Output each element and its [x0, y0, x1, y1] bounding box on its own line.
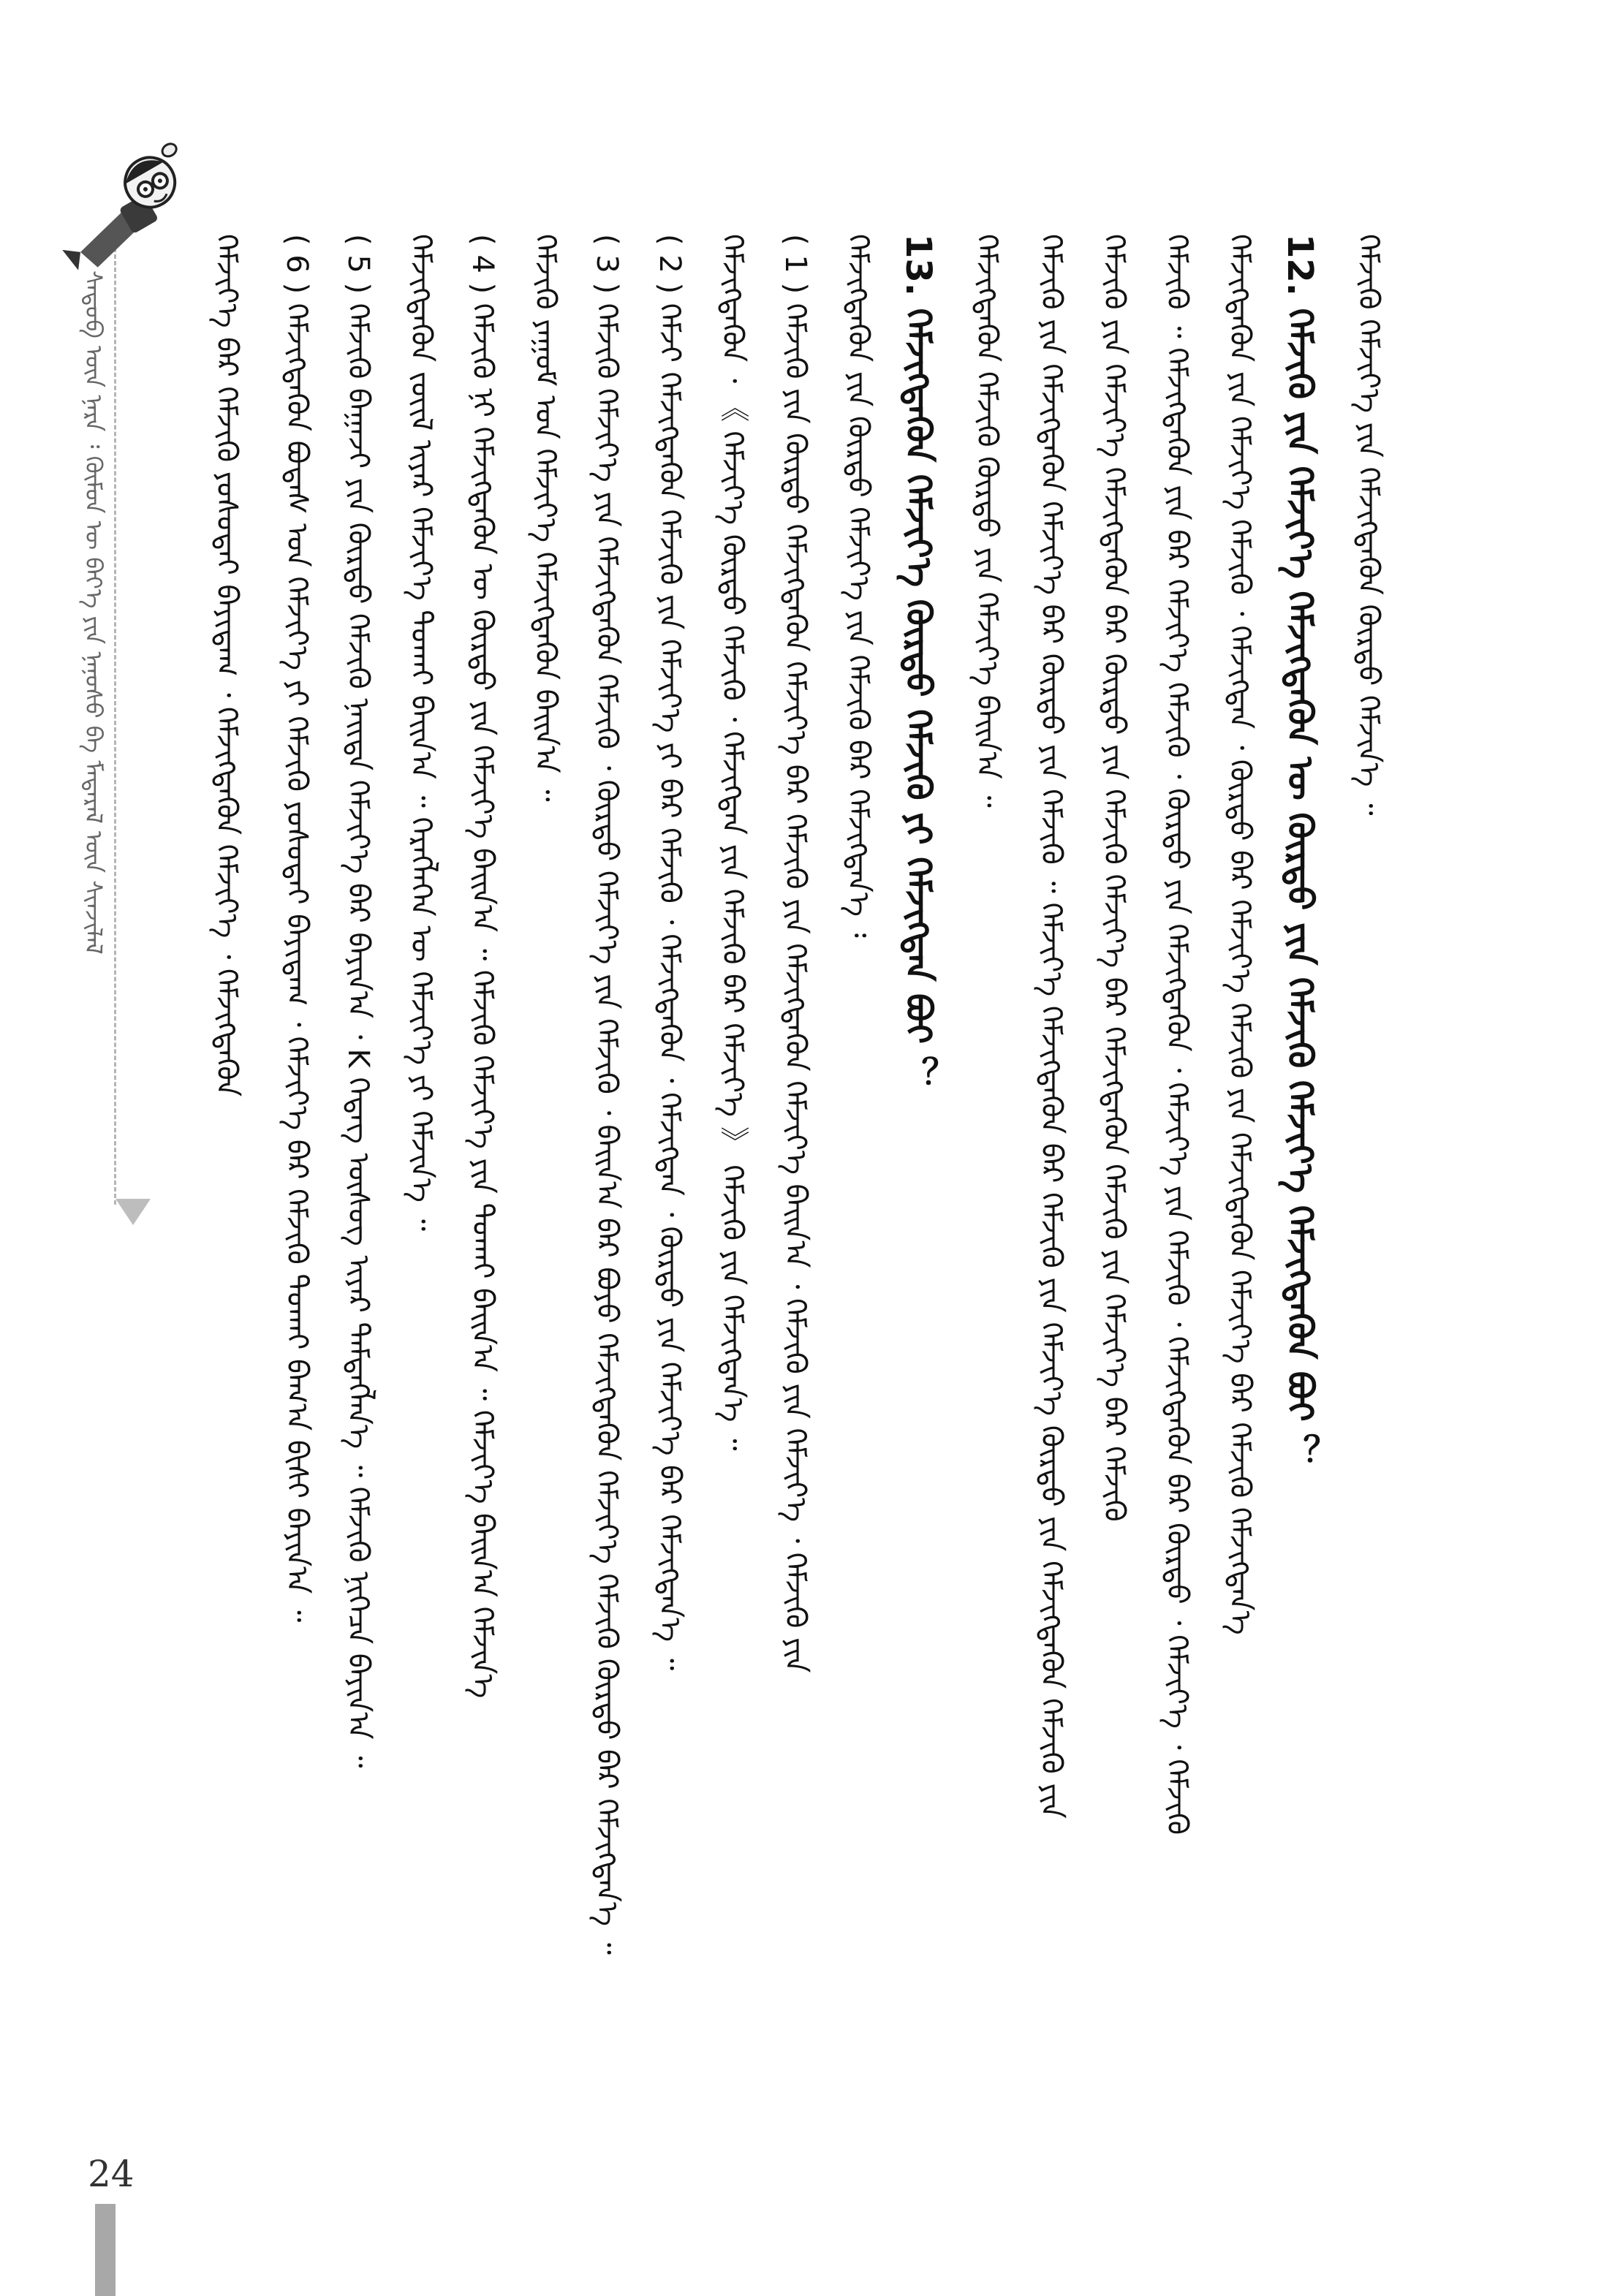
question-12-heading: 12. ᠬᠡᠮᠵᠢᠬᠦ ᠶᠢᠨ ᠬᠡᠮᠵᠢᠶ᠎ᠡ ᠬᠡᠮᠵᠢᠭᠳᠡᠬᠦᠨ ᠦ ᠬᠦᠷᠳᠦ ᠶᠢᠨ ᠬᠡᠮᠵᠢᠬᠦ ᠬᠡᠮᠵᠢᠶ᠎ᠡ ᠬᠡᠮᠵᠢᠭᠳᠡᠬᠦᠨ ᠪᠤᠢ ？ — [1279, 234, 1320, 1469]
header-dashed-rule — [114, 241, 116, 1205]
list-item-1: ( 1 ) ᠬᠡᠮᠵᠢᠬᠦ ᠶᠢᠨ ᠬᠦᠷᠳᠦ ᠬᠡᠮᠵᠢᠭᠳᠡᠬᠦᠨ ᠬᠡᠮᠵᠢᠶ᠎ᠡ ᠪᠠᠷ ᠬᠡᠮᠵᠢᠬᠦ ᠶᠢᠨ ᠬᠡᠮᠵᠢᠭᠳᠡᠬᠦᠨ ᠬᠡᠮᠵᠢᠶ᠎ᠡ ᠪᠠᠢᠨ᠎ᠠ ᠂ ᠬᠡᠮᠵᠢᠬᠦ ᠶᠢᠨ ᠬᠡᠮᠵᠢᠶ᠎ᠡ ᠂ ᠬᠡᠮᠵᠢᠬᠦ ᠶᠢᠨ — [779, 234, 812, 1673]
text-column-13: ᠬᠡᠮᠵᠢᠭᠳᠡᠬᠦᠨ ᠬᠡᠮᠵᠢᠬᠦ ᠬᠦᠷᠳᠦ ᠶᠢᠨ ᠬᠡᠮᠵᠢᠶ᠎ᠡ ᠪᠠᠢᠨ᠎ᠠ ᠃ — [970, 234, 1004, 808]
list-item-3: ( 3 ) ᠬᠡᠮᠵᠢᠬᠦ ᠬᠡᠮᠵᠢᠶ᠎ᠡ ᠶᠢᠨ ᠬᠡᠮᠵᠢᠭᠳᠡᠬᠦᠨ ᠬᠡᠮᠵᠢᠬᠦ ᠂ ᠬᠦᠷᠳᠦ ᠬᠡᠮᠵᠢᠶ᠎ᠡ ᠶᠢᠨ ᠬᠡᠮᠵᠢᠬᠦ ᠂ ᠪᠠᠢᠨ᠎ᠠ ᠪᠠᠷ ᠪᠤᠶᠤ ᠬᠡᠮᠵᠢᠭᠳᠡᠬᠦᠨ ᠬᠡᠮᠵᠢᠶ᠎ᠡ ᠬᠡᠮᠵᠢᠬᠦ ᠬᠦᠷᠳᠦ ᠪᠠᠷ ᠬᠡᠮᠵᠢᠭᠳᠡᠨ᠎ᠡ ᠃ — [590, 234, 624, 1955]
list-item-4: ( 4 ) ᠬᠡᠮᠵᠢᠬᠦ ᠨᠢ ᠬᠡᠮᠵᠢᠭᠳᠡᠬᠦᠨ ᠦ ᠬᠦᠷᠳᠦ ᠶᠢᠨ ᠬᠡᠮᠵᠢᠶ᠎ᠡ ᠪᠠᠢᠨ᠎ᠠ ᠃ ᠬᠡᠮᠵᠢᠬᠦ ᠬᠡᠮᠵᠢᠶ᠎ᠡ ᠶᠢᠨ ᠲᠤᠬᠠᠢ ᠪᠠᠢᠨ᠎ᠠ ᠃ ᠬᠡᠮᠵᠢᠶ᠎ᠡ ᠪᠠᠢᠨ᠎ᠠ ᠬᠡᠮᠵᠢᠨ᠎ᠡ — [466, 234, 499, 1699]
text-column-17: ᠬᠡᠮᠵᠢᠭᠳᠡᠬᠦᠨ ᠶᠢᠨ ᠬᠡᠮᠵᠢᠶ᠎ᠡ ᠬᠡᠮᠵᠢᠬᠦ ᠂ ᠬᠡᠮᠵᠢᠭᠳᠡᠨ ᠂ ᠬᠦᠷᠳᠦ ᠪᠠᠷ ᠬᠡᠮᠵᠢᠶ᠎ᠡ ᠬᠡᠮᠵᠢᠬᠦ ᠶᠢᠨ ᠬᠡᠮᠵᠢᠭᠳᠡᠬᠦᠨ ᠬᠡᠮᠵᠢᠶ᠎ᠡ ᠪᠠᠷ ᠬᠡᠮᠵᠢᠬᠦ ᠬᠡᠮᠵᠢᠭᠳᠡᠨ᠎ᠡ — [1223, 234, 1257, 1635]
list-item-5: ( 5 ) ᠬᠡᠮᠵᠢᠬᠦ ᠪᠠᠭᠠᠵᠢ ᠶᠢᠨ ᠬᠦᠷᠳᠦ ᠬᠡᠮᠵᠢᠬᠦ ᠨᠡᠢᠲᠡ ᠬᠡᠮᠵᠢᠶ᠎ᠡ ᠪᠠᠷ ᠪᠠᠶᠢᠨ᠎ᠠ ᠂ K ᠭᠡᠳᠡᠭ ᠦᠰᠦᠭ ᠢᠶᠡᠷ ᠲᠡᠮᠳᠡᠭᠯᠡᠨ᠎ᠡ ᠃ ᠬᠡᠮᠵᠢᠬᠦ ᠨᠢᠭᠡᠴᠡ ᠪᠠᠶᠢᠨ᠎ᠠ ᠃ — [341, 234, 375, 1768]
header-triangle-marker — [116, 1199, 151, 1225]
text-column-1: ᠬᠡᠮᠵᠢᠶ᠎ᠡ ᠪᠡᠷ ᠬᠡᠮᠵᠢᠬᠦ ᠶᠤᠰᠤᠲᠠᠢ ᠪᠠᠶᠢᠳᠠᠭ ᠂ ᠬᠡᠮᠵᠢᠭᠳᠡᠬᠦᠨ ᠬᠡᠮᠵᠢᠶ᠎ᠡ ᠂ ᠬᠡᠮᠵᠢᠭᠳᠡᠬᠦᠨ — [210, 234, 243, 1097]
text-column-14: ᠬᠡᠮᠵᠢᠬᠦ ᠶᠢᠨ ᠬᠡᠮᠵᠢᠭᠳᠡᠬᠦᠨ ᠬᠡᠮᠵᠢᠶ᠎ᠡ ᠪᠠᠷ ᠬᠦᠷᠳᠦ ᠶᠢᠨ ᠬᠡᠮᠵᠢᠬᠦ ᠃ ᠬᠡᠮᠵᠢᠶ᠎ᠡ ᠬᠡᠮᠵᠢᠭᠳᠡᠬᠦᠨ ᠪᠠᠷ ᠬᠡᠮᠵᠢᠬᠦ ᠶᠢᠨ ᠬᠡᠮᠵᠢᠶ᠎ᠡ ᠬᠦᠷᠳᠦ ᠶᠢᠨ ᠬᠡᠮᠵᠢᠭᠳᠡᠬᠦᠨ ᠬᠡᠮᠵᠢᠬᠦ ᠶᠢᠨ — [1034, 234, 1068, 1819]
text-column-15: ᠬᠡᠮᠵᠢᠬᠦ ᠶᠢᠨ ᠬᠡᠮᠵᠢᠶ᠎ᠡ ᠬᠡᠮᠵᠢᠭᠳᠡᠬᠦᠨ ᠪᠠᠷ ᠬᠦᠷᠳᠦ ᠶᠢᠨ ᠬᠡᠮᠵᠢᠬᠦ ᠬᠡᠮᠵᠢᠶ᠎ᠡ ᠪᠠᠷ ᠬᠡᠮᠵᠢᠭᠳᠡᠬᠦᠨ ᠬᠡᠮᠵᠢᠬᠦ ᠶᠢᠨ ᠬᠡᠮᠵᠢᠶ᠎ᠡ ᠪᠠᠷ ᠬᠡᠮᠵᠢᠬᠦ — [1097, 234, 1131, 1522]
running-header: ᠰᠡᠳᠦᠪ ᠦᠨ ᠨᠡᠷᠡ ᠄ ᠬᠦᠮᠦᠨ ᠦ ᠪᠡᠶ᠎ᠡ ᠶᠢᠨ ᠨᠠᠨᠤᠰᠤ ᠪᠠ ᠮᠡᠳᠡᠷᠡᠯ ᠦᠨ ᠰᠢᠨᠵᠢᠯᠡᠯ — [80, 270, 107, 955]
text-column-16: ᠬᠡᠮᠵᠢᠬᠦ ᠃ ᠬᠡᠮᠵᠢᠭᠳᠡᠬᠦᠨ ᠶᠢᠨ ᠪᠠᠷ ᠬᠡᠮᠵᠢᠶ᠎ᠡ ᠬᠡᠮᠵᠢᠬᠦ ᠂ ᠬᠦᠷᠳᠦ ᠶᠢᠨ ᠬᠡᠮᠵᠢᠭᠳᠡᠬᠦᠨ ᠂ ᠬᠡᠮᠵᠢᠶ᠎ᠡ ᠶᠢᠨ ᠬᠡᠮᠵᠢᠬᠦ ᠂ ᠬᠡᠮᠵᠢᠭᠳᠡᠬᠦᠨ ᠪᠠᠷ ᠬᠦᠷᠳᠦ ᠂ ᠬᠡᠮᠵᠢᠶ᠎ᠡ ᠂ ᠬᠡᠮᠵᠢᠬᠦ — [1160, 234, 1194, 1835]
list-item-6: ( 6 ) ᠬᠡᠮᠵᠢᠭᠳᠡᠬᠦᠨ ᠪᠤᠳᠠᠰ ᠤᠨ ᠬᠡᠮᠵᠢᠶ᠎ᠡ ᠶᠢ ᠬᠡᠮᠵᠢᠬᠦ ᠶᠤᠰᠤᠲᠠᠢ ᠪᠠᠶᠢᠳᠠᠭ ᠂ ᠬᠡᠮᠵᠢᠶ᠎ᠡ ᠪᠡᠷ ᠬᠡᠮᠵᠢᠬᠦ ᠲᠤᠬᠠᠢ ᠪᠠᠭ᠎ᠠ ᠪᠢᠰᠢ ᠪᠠᠶᠢᠨ᠎ᠠ ᠃ — [280, 234, 314, 1623]
list-item-2: ( 2 ) ᠬᠡᠮᠵᠢ ᠬᠡᠮᠵᠢᠭᠳᠡᠬᠦᠨ ᠬᠡᠮᠵᠢᠬᠦ ᠶᠢᠨ ᠬᠡᠮᠵᠢᠶ᠎ᠡ ᠶᠢ ᠪᠠᠷ ᠬᠡᠮᠵᠢᠬᠦ ᠂ ᠬᠡᠮᠵᠢᠭᠳᠡᠬᠦᠨ ᠂ ᠬᠡᠮᠵᠢᠭᠳᠡᠨ ᠂ ᠬᠦᠷᠳᠦ ᠶᠢᠨ ᠬᠡᠮᠵᠢᠶ᠎ᠡ ᠪᠠᠷ ᠬᠡᠮᠵᠢᠭᠳᠡᠨ᠎ᠡ ᠃ — [653, 234, 686, 1671]
text-column-11: ᠬᠡᠮᠵᠢᠭᠳᠡᠬᠦᠨ ᠶᠢᠨ ᠬᠦᠷᠳᠦ ᠬᠡᠮᠵᠢᠶ᠎ᠡ ᠶᠢᠨ ᠬᠡᠮᠵᠢᠬᠦ ᠪᠠᠷ ᠬᠡᠮᠵᠢᠭᠳᠡᠨ᠎ᠡ ᠄ — [841, 234, 875, 938]
flying-boy-illustration — [37, 139, 205, 285]
text-column-6: ᠬᠡᠮᠵᠢᠬᠦ ᠶᠠᠭᠤᠮ ᠤᠨ ᠬᠡᠮᠵᠢᠶ᠎ᠡ ᠬᠡᠮᠵᠢᠭᠳᠡᠬᠦᠨ ᠪᠠᠢᠨ᠎ᠠ ᠃ — [529, 234, 562, 802]
text-column-4: ᠬᠡᠮᠵᠢᠭᠳᠡᠬᠦᠨ ᠵᠦᠢᠯ ᠢᠶᠡᠷ ᠬᠡᠮᠵᠢᠶ᠎ᠡ ᠲᠤᠬᠠᠢ ᠪᠠᠢᠨ᠎ᠠ ᠃ ᠬᠡᠷᠡᠭᠯᠡᠭᠡᠨ ᠦ ᠬᠡᠮᠵᠢᠶ᠎ᠡ ᠶᠢ ᠬᠡᠮᠵᠢᠨ᠎ᠡ ᠃ — [404, 234, 438, 1232]
text-column-9: ᠬᠡᠮᠵᠢᠭᠳᠡᠬᠦᠨ ᠂ 《 ᠬᠡᠮᠵᠢᠶ᠎ᠡ ᠬᠦᠷᠳᠦ ᠬᠡᠮᠵᠢᠬᠦ ᠂ ᠬᠡᠮᠵᠢᠭᠳᠡᠨ ᠶᠢᠨ ᠬᠡᠮᠵᠢᠬᠦ ᠪᠠᠷ ᠬᠡᠮᠵᠢᠶ᠎ᠡ 》 ᠬᠡᠮᠵᠢᠬᠦ ᠶᠢᠨ ᠬᠡᠮᠵᠢᠭᠳᠡᠨ᠎ᠡ ᠃ — [716, 234, 749, 1451]
question-13-heading: 13. ᠬᠡᠮᠵᠢᠭᠳᠡᠬᠦᠨ ᠬᠡᠮᠵᠢᠶ᠎ᠡ ᠬᠦᠷᠳᠦ ᠬᠡᠮᠵᠢᠬᠦ ᠶᠢ ᠬᠡᠮᠵᠢᠭᠳᠡᠨ ᠪᠤᠢ ？ — [898, 234, 939, 1091]
page-number: 24 — [88, 2153, 135, 2195]
text-column-19: ᠬᠡᠮᠵᠢᠬᠦ ᠬᠡᠮᠵᠢᠶ᠎ᠡ ᠶᠢᠨ ᠬᠡᠮᠵᠢᠭᠳᠡᠬᠦᠨ ᠬᠦᠷᠳᠦ ᠬᠡᠮᠵᠢᠨ᠎ᠡ ᠃ — [1352, 234, 1385, 816]
page-edge-bar — [95, 2204, 116, 2296]
